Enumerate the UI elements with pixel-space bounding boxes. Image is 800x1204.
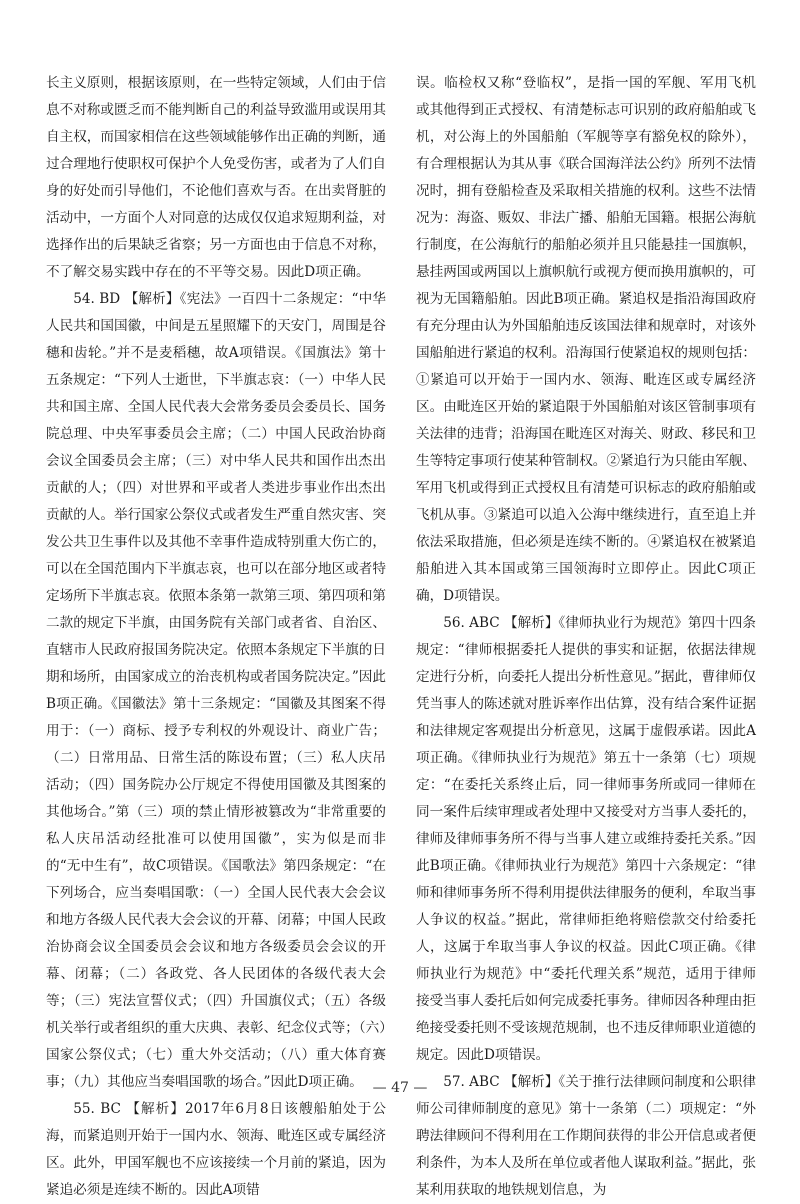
paragraph-continued: 长主义原则，根据该原则，在一些特定领域，人们由于信息不对称或匮乏而不能判断自己的利益导致滥用或误用其自主权，而国家相信在这些领域能够作出正确的判断，通过合理地行使职权可保护个人免受伤害，或者为了人们自身的好处而引导他们，不论他们喜欢与否。在出卖肾脏的活动中，一方面个人对同意的达成仅仅追求短期利益，对选择作出的后果缺乏省察；另一方面也由于信息不对称，不了解交易实践中存在的不平等交易。因此D项正确。 xyxy=(46,75,386,280)
page-number: — 47 — xyxy=(372,1080,428,1096)
right-column xyxy=(416,70,756,1204)
answer-55-continued: 误。临检权又称“登临权”，是指一国的军舰、军用飞机或其他得到正式授权、有清楚标志可识别的政府船舶或飞机，对公海上的外国船舶（军舰等享有豁免权的除外），有合理根据认为其从事《联合国海洋法公约》所列不法情况时，拥有登船检查及采取相关措施的权利。这些不法情况为：海盗、贩奴、非法广播、船舶无国籍。根据公海航行制度，在公海航行的船舶必须并且只能悬挂一国旗帜，悬挂两国或两国以上旗帜航行或视方便而换用旗帜的，可视为无国籍船舶。因此B项正确。紧追权是指沿海国政府有充分理由认为外国船舶违反该国法律和规章时，对该外国船舶进行紧追的权利。沿海国行使紧追权的规则包括：①紧追可以开始于一国内水、领海、毗连区或专属经济区。由毗连区开始的紧追限于外国船舶对该区管制事项有关法律的违背；沿海国在毗连区对海关、财政、移民和卫生等特定事项行使某种管制权。②紧追行为只能由军舰、军用飞机或得到正式授权且有清楚可识标志的政府船舶或飞机从事。③紧追可以追入公海中继续进行，直至追上并依法采取措施，但必须是连续不断的。④紧追权在被紧追船舶进入其本国或第三国领海时立即停止。因此C项正确，D项错误。 xyxy=(416,75,756,604)
left-column xyxy=(46,70,386,1204)
answer-55-paragraph: 55. BC 【解析】2017年6月8日该艘船舶处于公海，而紧追则开始于一国内水、领海、毗连区或专属经济区。此外，甲国军舰也不应该接续一个月前的紧追，因为紧追必须是连续不断的。因此A项错 xyxy=(46,1101,386,1198)
answer-57-paragraph: 57. ABC 【解析】《关于推行法律顾问制度和公职律师公司律师制度的意见》第十一条第（二）项规定：“外聘法律顾问不得利用在工作期间获得的非公开信息或者便利条件，为本人及所在单位或者他人谋取利益。”据此，张某利用获取的地铁规划信息，为 xyxy=(416,1074,756,1198)
answer-56-paragraph: 56. ABC 【解析】《律师执业行为规范》第四十四条规定：“律师根据委托人提供的事实和证据，依据法律规定进行分析，向委托人提出分析性意见。”据此，曹律师仅凭当事人的陈述就对胜诉率作出估算，没有结合案件证据和法律规定客观提出分析意见，这属于虚假承诺。因此A项正确。《律师执业行为规范》第五十一条第（七）项规定：“在委托关系终止后，同一律师事务所或同一律师在同一案件后续审理或者处理中又接受对方当事人委托的，律师及律师事务所不得与当事人建立或维持委托关系。”因此B项正确。《律师执业行为规范》第四十六条规定：“律师和律师事务所不得利用提供法律服务的便利，牟取当事人争议的权益。”据此，常律师拒绝将赔偿款交付给委托人，这属于牟取当事人争议的权益。因此C项正确。《律师执业行为规范》中“委托代理关系”规范，适用于律师接受当事人委托后如何完成委托事务。律师因各种理由拒绝接受委托则不受该规范规制，也不违反律师职业道德的规定。因此D项错误。 xyxy=(416,615,756,1063)
answer-54-paragraph: 54. BD 【解析】《宪法》一百四十二条规定：“中华人民共和国国徽，中间是五星照耀下的天安门，周围是谷穗和齿轮。”并不是麦稻穗，故A项错误。《国旗法》第十五条规定：“下列人士逝世，下半旗志哀：（一）中华人民共和国主席、全国人民代表大会常务委员会委员长、国务院总理、中央军事委员会主席；（二）中国人民政治协商会议全国委员会主席；（三）对中华人民共和国作出杰出贡献的人；（四）对世界和平或者人类进步事业作出杰出贡献的人。举行国家公祭仪式或者发生严重自然灾害、突发公共卫生事件以及其他不幸事件造成特别重大伤亡的，可以在全国范围内下半旗志哀，也可以在部分地区或者特定场所下半旗志哀。依照本条第一款第三项、第四项和第二款的规定下半旗，由国务院有关部门或者省、自治区、直辖市人民政府报国务院决定。依照本条规定下半旗的日期和场所，由国家成立的治丧机构或者国务院决定。”因此B项正确。《国徽法》第十三条规定：“国徽及其图案不得用于：（一）商标、授予专利权的外观设计、商业广告；（二）日常用品、日常生活的陈设布置；（三）私人庆吊活动；（四）国务院办公厅规定不得使用国徽及其图案的其他场合。”第（三）项的禁止情形被篡改为“非常重要的私人庆吊活动经批准可以使用国徽”，实为似是而非的“无中生有”，故C项错误。《国歌法》第四条规定：“在下列场合，应当奏唱国歌：（一）全国人民代表大会会议和地方各级人民代表大会会议的开幕、闭幕；中国人民政治协商会议全国委员会会议和地方各级委员会会议的开幕、闭幕；（二）各政党、各人民团体的各级代表大会等；（三）宪法宣誓仪式；（四）升国旗仪式；（五）各级机关举行或者组织的重大庆典、表彰、纪念仪式等；（六）国家公祭仪式；（七）重大外交活动；（八）重大体育赛事；（九）其他应当奏唱国歌的场合。”因此D项正确。 xyxy=(46,291,386,1090)
